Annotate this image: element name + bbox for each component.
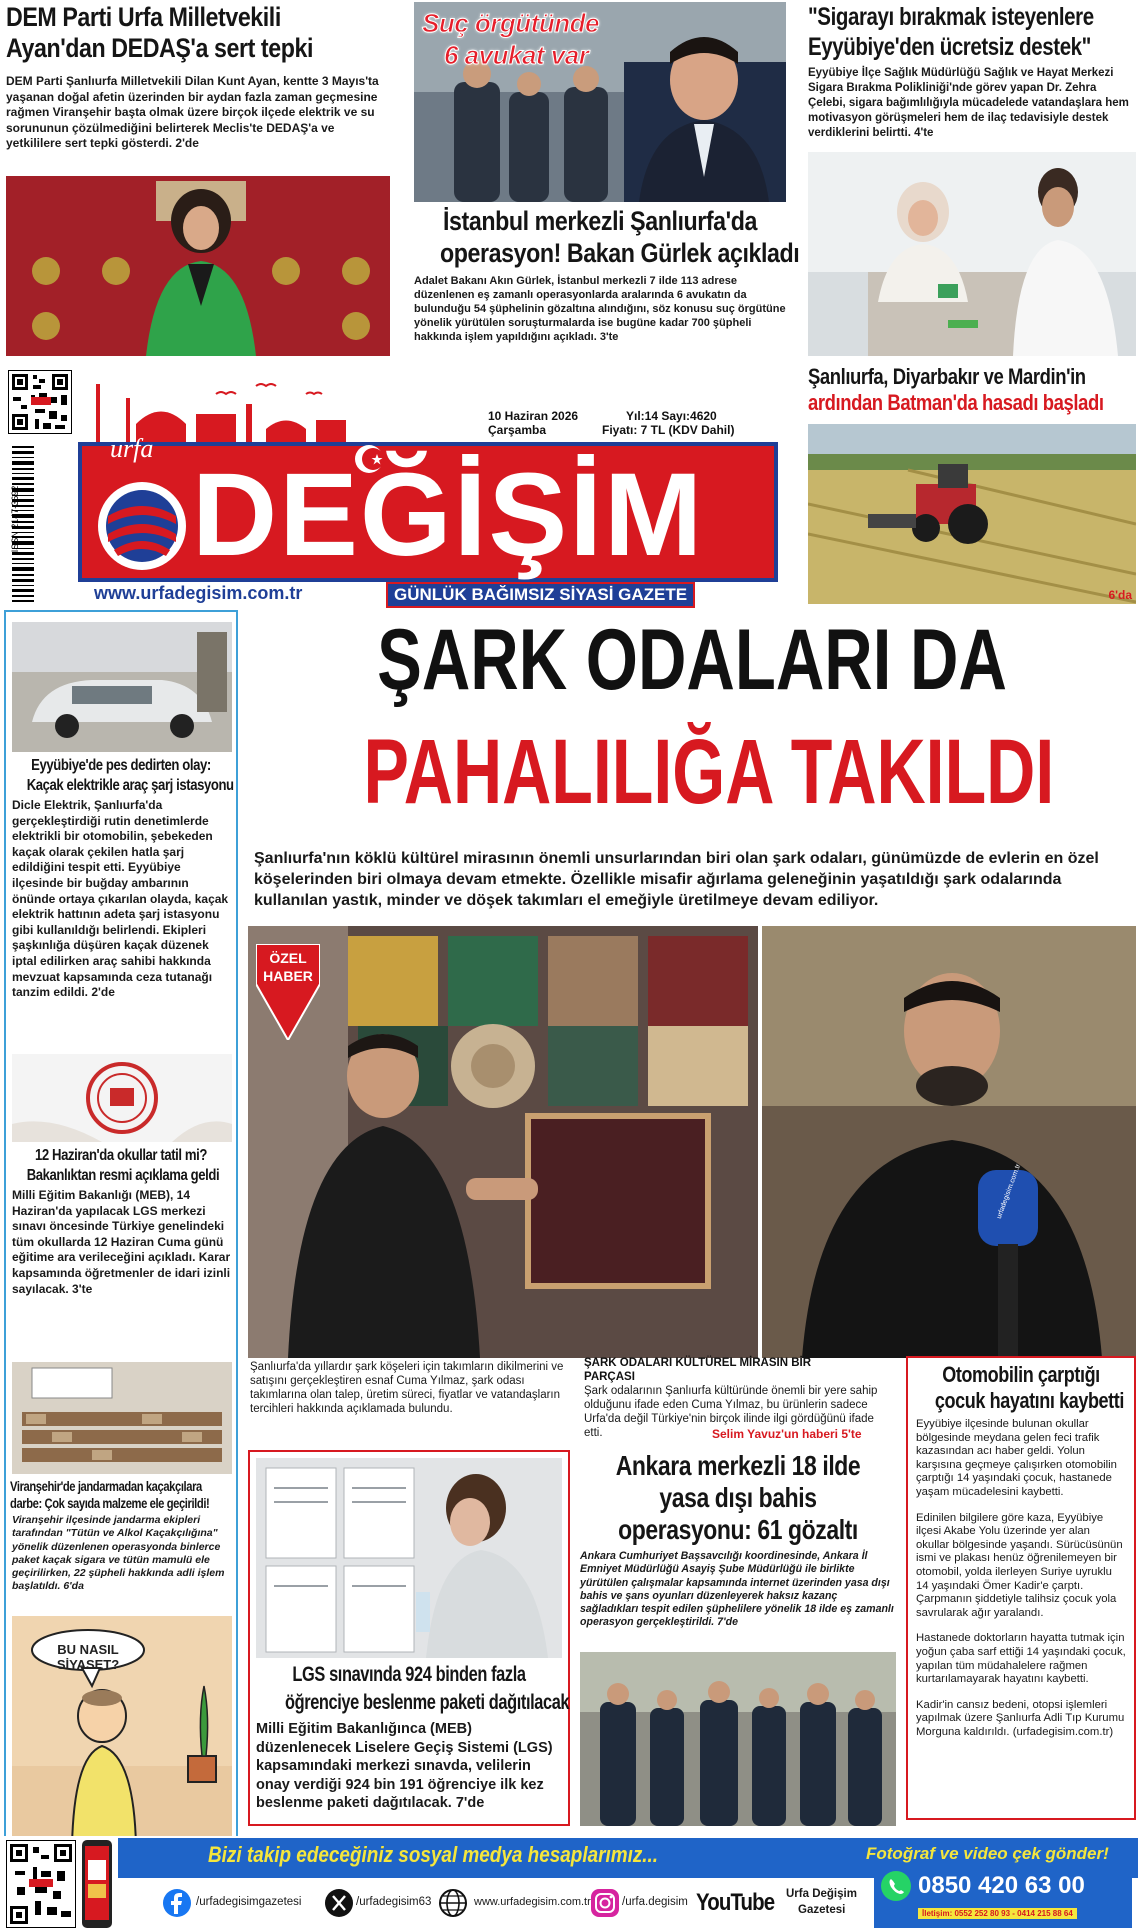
betting-story [580,1450,896,1826]
main-photo-right [762,926,1136,1358]
accident-title-line1: Otomobilin çarptığı [942,1362,1100,1387]
accident-title-line2: çocuk hayatını kaybetti [934,1388,1124,1413]
cartoon [12,1616,232,1846]
facebook-icon[interactable] [162,1888,192,1918]
meb-logo-photo [12,1054,232,1142]
footer-social-title: Bizi takip edeceğiniz sosyal medya hesaplarımız... [208,1842,659,1867]
x-handle[interactable]: /urfadegisim63 [356,1896,432,1908]
main-caption-left: Şanlıurfa'da yıllardır şark köşeleri için takımların dikilmerini ve satışını gerçekleştiren esnaf Cuma Yılmaz, şark odası takımlarına olan talep, üretim süreci, fiyatlar ve vatandaşların tercihleri hakkında açıklamada bulundu. [250,1361,564,1415]
betting-photo [580,1652,896,1826]
main-caption-mid-title: ŞARK ODALARI KÜLTÜREL MİRASIN BİR PARÇASI [584,1357,812,1383]
top-left-photo [6,176,390,356]
phone-icon [82,1840,112,1928]
footer-send-title: Fotoğraf ve video çek gönder! [866,1844,1109,1863]
youtube-logo[interactable] [696,1886,788,1920]
lgs-story [248,1450,570,1826]
badge-line2: HABER [263,968,313,984]
logo-urfa: urfa [110,434,154,463]
exam-list-photo [256,1458,562,1658]
main-story [248,612,1136,1360]
top-center-photo-caption1: Suç örgütünde [422,8,599,38]
main-photo-left [248,926,758,1358]
mic-label: urfadegisim.com.tr [995,1163,1023,1220]
main-lead: Şanlıurfa'nın köklü kültürel mirasının önemli unsurlarından biri olan şark odaları, günümüzde de evlerin en özel köşelerinden biri olmaya devam etmekte. Özellikle misafir ağırlama geleneğinin yaşatıldığı şark odalarında kullanılan yastık, minder ve döşek takımları el emeğiyle üretilmeye devam ediliyor. [254,850,1099,909]
logo-slogan: GÜNLÜK BAĞIMSIZ SİYASİ GAZETE [386,582,695,608]
footer-qr-code[interactable] [6,1840,76,1928]
youtube-label-line1[interactable]: Urfa Değişim [786,1888,857,1900]
sidebar-item3-photo [12,1362,232,1474]
qr-code[interactable] [8,370,72,434]
main-headline-line1: ŞARK ODALARI DA [377,612,1007,708]
betting-title-line1: Ankara merkezli 18 ilde [615,1450,861,1481]
issue-price: Fiyatı: 7 TL (KDV Dahil) [602,423,735,437]
footer-contact[interactable]: İletişim: 0552 252 80 93 - 0414 215 88 64 [918,1908,1077,1919]
cushion-shop-photo [248,926,758,1358]
seized-goods-photo [12,1362,232,1474]
betting-body: Ankara Cumhuriyet Başsavcılığı koordinesinde, Ankara İl Emniyet Müdürlüğü Asayiş Şube Müdürlüğü ile birlikte yürütülen çalışmalar kapsamında internet üzerinden yasa dışı bahis ve şans oyunları düzenleyerek haksız kazanç sağladıkları tespit edilen şüphelilere yönelik 18 ilde eş zamanlı operasyon gerçekleştirildi. 7'de [580,1550,894,1629]
top-right-story [808,2,1136,356]
accident-para1: Eyyübiye ilçesinde bulunan okullar bölgesinde meydana gelen feci trafik kazasından acı haber geldi. Yolun karşısına geçmeye çalışırken otomobilin çarptığı 14 yaşındaki çocuk, hastanede yaşam mücadelesini kaybetti. [916,1418,1117,1498]
accident-para2: Edinilen bilgilere göre kaza, Eyyübiye ilçesi Akabe Yolu üzerinde yer alan okullar bölgesinde yaşandı. Sürücüsünün ismi ve plakası henüz öğrenilemeyen bir otomobil, yolda ilerleyen Suriye uyruklu 14 yaşındaki Ömer Kadir'e çarptı. Çarpmanın şiddetiyle talihsiz çocuk yola savrularak ağır yaralandı. [916,1511,1123,1619]
lgs-photo [256,1458,562,1658]
electric-car-photo [12,622,232,752]
harvest-title-line1: Şanlıurfa, Diyarbakır ve Mardin'in [808,364,1086,389]
instagram-handle[interactable]: /urfa.degisim [622,1896,688,1908]
sidebar-item3-body: Viranşehir ilçesinde jandarma ekipleri tarafından "Tütün ve Alkol Kaçakçılığına" yönelik düzenlenen operasyonda binlerce paket kaçak sigara ve tütün mamulü ele geçirilirken, 22 şüpheli hakkında adli işlem başlatıldı. 6'da [12,1514,225,1593]
tractor-photo [808,424,1136,604]
parliament-photo [6,176,390,356]
accident-story [906,1356,1136,1820]
harvest-title-line2: ardından Batman'da hasadı başladı [808,390,1104,415]
sidebar-item2-photo [12,1054,232,1142]
lgs-title-line1: LGS sınavında 924 binden fazla [292,1663,526,1686]
website-link[interactable]: www.urfadegisim.com.tr [474,1896,591,1908]
harvest-story [808,364,1136,608]
sidebar-item1-photo [12,622,232,752]
qr-code-icon [9,371,71,433]
x-icon[interactable] [324,1888,354,1918]
logo-globe-icon [92,476,192,576]
main-byline: Selim Yavuz'un haberi 5'te [712,1427,862,1441]
top-center-story [414,2,800,356]
sidebar-item2-body: Milli Eğitim Bakanlığı (MEB), 14 Haziran'da yapılacak LGS merkezi sınavı öncesinde Türkiye genelindeki tüm okullarda 12 Haziran Cuma günü eğitime ara verileceğini açıkladı. Karar kapsamında öğretmenler de idari izinli sayılacak. 3'te [12,1188,231,1296]
facebook-handle[interactable]: /urfadegisimgazetesi [196,1896,302,1908]
masthead [6,364,796,608]
sidebar-item2-title-line2: Bakanlıktan resmi açıklama geldi [26,1167,220,1184]
betting-title-line3: operasyonu: 61 gözaltı [618,1514,858,1545]
top-center-photo [414,2,786,202]
harvest-photo [808,424,1136,604]
footer [0,1836,1140,1932]
top-left-body: DEM Parti Şanlıurfa Milletvekili Dilan Kunt Ayan, kentte 3 Mayıs'ta yaşanan doğal afetin üzerinden bir aydan fazla zaman geçmesine rağmen Viranşehir başta olmak üzere birçok ilçede elektrik ve su sorununun çözülmediğini belirterek Meclis'te DEDAŞ'a ve yetkililere sert tepki gösterdi. 2'de [6,74,379,150]
accident-para4: Kadir'in cansız bedeni, otopsi işlemleri yapılmak üzere Şanlıurfa Adli Tıp Kurumu Morguna kaldırıldı. (urfadegisim.com.tr) [916,1698,1125,1738]
sidebar-item3-title-line1: Viranşehir'de jandarmadan kaçakçılara [10,1478,202,1494]
top-right-photo [808,152,1136,356]
footer-social-band [118,1838,1138,1930]
top-right-title-line2: Eyyübiye'den ücretsiz destek" [808,33,1091,61]
instagram-icon[interactable] [590,1888,620,1918]
footer-phone-number[interactable]: 0850 420 63 00 [918,1872,1085,1899]
accident-para3: Hastanede doktorların hayatta tutmak için yoğun çaba sarf ettiği 14 yaşındaki çocuk, yapılan tüm müdahalelere rağmen kurtarılamayarak hayatını kaybetti. [916,1632,1126,1686]
lgs-title-line2: öğrenciye beslenme paketi dağıtılacak [284,1691,570,1714]
logo-name: DEĞİŞİM [192,449,705,581]
clinic-photo [808,152,1136,356]
main-caption-mid-body: Şark odalarının Şanlıurfa kültüründe önemli bir yere sahip olduğunu ifade eden Cuma Yılmaz, bu ürünlerin sadece Urfa'da değil Türkiye'nin birçok ilinde ilgi gördüğünü ifade etti. [584,1385,878,1439]
sidebar [4,610,238,1850]
issue-number: Yıl:14 Sayı:4620 [626,409,717,423]
top-center-photo-caption2: 6 avukat var [444,40,589,70]
top-right-body: Eyyübiye İlçe Sağlık Müdürlüğü Sağlık ve Hayat Merkezi Sigara Bırakma Polikliniği'nde görev yapan Dr. Zehra Çelebi, sigara bağımlılığıyla mücadelede vatandaşlara hem motivasyon görüşmeleri hem de ilaç tedavisiyle destek verdiklerini belirtti. 4'te [808,67,1129,139]
issue-day: Çarşamba [488,423,547,437]
sidebar-item1-body: Dicle Elektrik, Şanlıurfa'da gerçekleştirdiği rutin denetimlerde elektrikli bir otomobilin, şebekeden kaçak olarak çekilen hatla şarj edildiğini tespit etti. Eyyübiye ilçesinde bir buğday ambarının önünde ortaya çıkarılan olayda, kaçak elektrik hattının adeta şarj istasyonu gibi kullanıldığı belirlendi. Ekipleri şaşkınlığa düşüren kaçak düzenek iptal edilirken araç sahibi hakkında mevzuat kapsamında ceza tutanağı tanzim edildi. 2'de [12,798,229,1000]
lgs-body: Milli Eğitim Bakanlığınca (MEB) düzenlenecek Liselere Geçiş Sistemi (LGS) kapsamındaki merkezi sınavda, velilerin onay verdiği 924 bin 191 öğrenciye ilk kez beslenme paketi dağıtılacak. 7'de [256,1721,553,1811]
sidebar-item3-title-line2: darbe: Çok sayıda malzeme ele geçirildi! [10,1495,210,1511]
top-left-title-line1: DEM Parti Urfa Milletvekili [6,2,281,32]
sidebar-item1-title-line2: Kaçak elektrikle araç şarj istasyonu [26,777,234,794]
footer-phone-image [82,1840,112,1928]
whatsapp-icon[interactable] [880,1870,912,1902]
betting-title-line2: yasa dışı bahis [659,1482,817,1513]
logo-website: www.urfadegisim.com.tr [94,583,303,603]
interview-photo [762,926,1136,1358]
main-headline-line2: PAHALILIĞA TAKILDI [363,721,1055,823]
barcode-issn: ISSN 2147-3692 [10,485,20,553]
top-center-title-line2: operasyon! Bakan Gürlek açıkladı [440,238,800,268]
sidebar-item2-title-line1: 12 Haziran'da okullar tatil mi? [35,1147,207,1164]
police-operation-photo [580,1652,896,1826]
issue-date: 10 Haziran 2026 [488,409,579,423]
top-left-story [6,2,390,356]
logo-block [78,434,778,582]
globe-icon[interactable] [438,1888,468,1918]
footer-qr-code-icon [7,1841,75,1927]
badge-line1: ÖZEL [269,950,307,966]
harvest-page-ref: 6'da [1108,588,1132,602]
top-right-title-line1: "Sigarayı bırakmak isteyenlere [808,3,1094,31]
top-center-body: Adalet Bakanı Akın Gürlek, İstanbul merkezli 7 ilde 113 adrese düzenlenen eş zamanlı operasyonlarda aralarında 6 avukatın da bulunduğu 54 şüphelinin gözaltına alındığını, söz konusu suç örgütüne yönelik yürütülen soruşturmalarda ise bugüne kadar 700 şüpheli hakkında işlem yapıldığını açıkladı. 3'te [414,275,786,343]
footer-phone-panel [874,1866,1132,1928]
sidebar-item1-title-line1: Eyyübiye'de pes dedirten olay: [31,757,211,774]
top-left-title-line2: Ayan'dan DEDAŞ'a sert tepki [6,33,313,63]
ozel-haber-badge [256,944,320,1040]
youtube-wordmark: YouTube [696,1889,775,1916]
youtube-label-line2[interactable]: Gazetesi [798,1904,846,1916]
cartoon-bubble-text: BU NASIL SİYASET? [56,1642,120,1672]
top-center-title-line1: İstanbul merkezli Şanlıurfa'da [443,206,757,236]
